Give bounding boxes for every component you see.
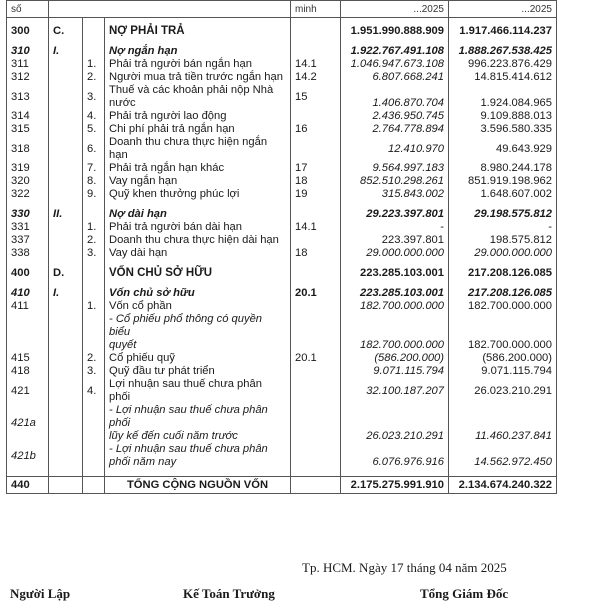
row-number: 1.	[83, 300, 105, 313]
table-row	[7, 208, 557, 221]
row-value-current: 1.951.990.888.909	[341, 25, 449, 38]
row-label: Quỹ đầu tư phát triển	[105, 365, 291, 378]
spacer-row	[7, 38, 557, 45]
header-code: số	[7, 1, 49, 18]
row-note	[291, 45, 341, 58]
row-roman	[49, 71, 83, 84]
row-code: 421	[7, 378, 49, 404]
row-note	[291, 267, 341, 280]
row-code: 313	[7, 84, 49, 110]
spacer-row	[7, 201, 557, 208]
row-roman	[49, 175, 83, 188]
spacer-row	[7, 18, 557, 26]
row-note	[291, 443, 341, 469]
row-label-line2: phối năm nay	[109, 456, 177, 468]
row-code: 400	[7, 267, 49, 280]
row-number	[83, 25, 105, 38]
row-code: 312	[7, 71, 49, 84]
table-row	[7, 123, 557, 136]
row-code: 337	[7, 234, 49, 247]
row-note	[291, 300, 341, 313]
row-note: 18	[291, 175, 341, 188]
spacer-row	[7, 469, 557, 477]
table-row	[7, 221, 557, 234]
row-value-previous: 11.460.237.841	[449, 404, 557, 443]
row-roman	[49, 110, 83, 123]
row-number	[83, 287, 105, 300]
row-label-line1: - Cổ phiếu phổ thông có quyền biểu	[109, 313, 263, 338]
table-row	[7, 287, 557, 300]
row-label: Cổ phiếu quỹ	[105, 352, 291, 365]
row-value-current: -	[341, 221, 449, 234]
row-value-current: 32.100.187.207	[341, 378, 449, 404]
row-value-current: 6.076.976.916	[341, 443, 449, 469]
row-value-current: 223.285.103.001	[341, 287, 449, 300]
row-value-current: 26.023.210.291	[341, 404, 449, 443]
total-row	[7, 477, 557, 494]
row-value-previous: 851.919.198.962	[449, 175, 557, 188]
row-value-previous: (586.200.000)	[449, 352, 557, 365]
table-row	[7, 110, 557, 123]
row-value-current: 315.843.002	[341, 188, 449, 201]
table-row	[7, 352, 557, 365]
row-code: 411	[7, 300, 49, 313]
row-code: 331	[7, 221, 49, 234]
row-note	[291, 234, 341, 247]
row-note	[291, 477, 341, 494]
table-row	[7, 300, 557, 313]
row-roman	[49, 365, 83, 378]
row-number: 2.	[83, 71, 105, 84]
row-note: 18	[291, 247, 341, 260]
row-roman	[49, 313, 83, 352]
row-label	[105, 313, 291, 352]
row-value-previous: 14.815.414.612	[449, 71, 557, 84]
row-label-line1: - Lợi nhuận sau thuế chưa phân phối	[109, 404, 268, 429]
table-row	[7, 175, 557, 188]
row-value-previous: 1.917.466.114.237	[449, 25, 557, 38]
row-number	[83, 443, 105, 469]
row-value-current: 1.406.870.704	[341, 84, 449, 110]
table-row	[7, 247, 557, 260]
row-code: 314	[7, 110, 49, 123]
row-roman	[49, 221, 83, 234]
row-code: 322	[7, 188, 49, 201]
row-number	[83, 477, 105, 494]
row-number: 9.	[83, 188, 105, 201]
row-value-previous: 996.223.876.429	[449, 58, 557, 71]
table-row	[7, 234, 557, 247]
row-roman	[49, 247, 83, 260]
row-roman	[49, 162, 83, 175]
row-note	[291, 136, 341, 162]
signature-director: Tổng Giám Đốc	[420, 586, 509, 601]
signature-preparer: Người Lập	[10, 586, 71, 601]
row-label: Chi phí phải trả ngắn hạn	[105, 123, 291, 136]
row-value-previous: 2.134.674.240.322	[449, 477, 557, 494]
row-code: 319	[7, 162, 49, 175]
row-number: 1.	[83, 58, 105, 71]
row-value-previous: 182.700.000.000	[449, 313, 557, 352]
row-label: Quỹ khen thưởng phúc lợi	[105, 188, 291, 201]
row-label-line1: - Lợi nhuận sau thuế chưa phân	[109, 443, 268, 455]
row-value-previous: 8.980.244.178	[449, 162, 557, 175]
row-note: 14.1	[291, 58, 341, 71]
row-code: 415	[7, 352, 49, 365]
row-label: Vốn cổ phần	[105, 300, 291, 313]
row-label: Doanh thu chưa thực hiện ngắn hạn	[105, 136, 291, 162]
row-label: Lợi nhuận sau thuế chưa phân phối	[105, 378, 291, 404]
row-value-previous: 182.700.000.000	[449, 300, 557, 313]
row-value-current: 1.922.767.491.108	[341, 45, 449, 58]
row-code: 315	[7, 123, 49, 136]
row-number: 4.	[83, 110, 105, 123]
row-value-previous: 49.643.929	[449, 136, 557, 162]
row-value-current: 852.510.298.261	[341, 175, 449, 188]
row-roman	[49, 136, 83, 162]
row-note: 14.1	[291, 221, 341, 234]
row-value-previous: 217.208.126.085	[449, 267, 557, 280]
row-label: TỔNG CỘNG NGUỒN VỐN	[105, 477, 291, 494]
row-value-previous: 217.208.126.085	[449, 287, 557, 300]
header-blank	[49, 1, 291, 18]
row-code: 410	[7, 287, 49, 300]
row-number: 6.	[83, 136, 105, 162]
row-roman	[49, 378, 83, 404]
row-value-current: 29.223.397.801	[341, 208, 449, 221]
signature-chief-accountant: Kế Toán Trưởng	[183, 586, 275, 601]
row-note: 15	[291, 84, 341, 110]
row-number: 1.	[83, 221, 105, 234]
row-number: 4.	[83, 378, 105, 404]
row-label	[105, 84, 291, 110]
table-row	[7, 71, 557, 84]
row-roman	[49, 404, 83, 443]
row-note	[291, 378, 341, 404]
row-number: 2.	[83, 352, 105, 365]
row-note	[291, 404, 341, 443]
row-code: 330	[7, 208, 49, 221]
row-value-current: 12.410.970	[341, 136, 449, 162]
header-col2: ...2025	[449, 1, 557, 18]
table-row	[7, 267, 557, 280]
row-value-previous: 198.575.812	[449, 234, 557, 247]
row-number	[83, 208, 105, 221]
row-value-previous: 9.109.888.013	[449, 110, 557, 123]
row-code: 300	[7, 25, 49, 38]
row-roman	[49, 234, 83, 247]
table-row	[7, 162, 557, 175]
row-value-current: 182.700.000.000	[341, 300, 449, 313]
liabilities-equity-table	[6, 0, 557, 494]
row-label: Vay dài hạn	[105, 247, 291, 260]
table-row	[7, 136, 557, 162]
table-row	[7, 378, 557, 404]
place-date: Tp. HCM. Ngày 17 tháng 04 năm 2025	[302, 560, 507, 575]
row-roman	[49, 188, 83, 201]
table-row	[7, 25, 557, 38]
row-label-line2: nước	[109, 97, 136, 109]
row-label: Nợ ngắn hạn	[105, 45, 291, 58]
row-value-previous: 1.648.607.002	[449, 188, 557, 201]
row-value-current: 9.564.997.183	[341, 162, 449, 175]
row-value-previous: 29.198.575.812	[449, 208, 557, 221]
row-note	[291, 208, 341, 221]
row-number	[83, 404, 105, 443]
row-roman	[49, 123, 83, 136]
row-code: 320	[7, 175, 49, 188]
row-label: Doanh thu chưa thực hiện dài hạn	[105, 234, 291, 247]
row-label-line2: quyết	[109, 339, 137, 351]
row-roman	[49, 84, 83, 110]
row-label: Phải trả người bán dài hạn	[105, 221, 291, 234]
row-value-previous: 9.071.115.794	[449, 365, 557, 378]
row-roman: II.	[49, 208, 83, 221]
header-note: minh	[291, 1, 341, 18]
row-label: Phải trả người bán ngắn hạn	[105, 58, 291, 71]
row-note	[291, 110, 341, 123]
row-number: 3.	[83, 247, 105, 260]
row-code: 418	[7, 365, 49, 378]
row-label-line2: lũy kế đến cuối năm trước	[109, 430, 238, 442]
row-label-line1: Thuế và các khoản phải nộp Nhà	[109, 84, 274, 96]
row-value-previous: 29.000.000.000	[449, 247, 557, 260]
row-roman	[49, 352, 83, 365]
row-roman: C.	[49, 25, 83, 38]
row-number	[83, 45, 105, 58]
row-roman	[49, 300, 83, 313]
row-value-current: 29.000.000.000	[341, 247, 449, 260]
row-roman: D.	[49, 267, 83, 280]
table-row	[7, 404, 557, 443]
row-note: 20.1	[291, 352, 341, 365]
row-note: 16	[291, 123, 341, 136]
table-row	[7, 443, 557, 469]
row-label: Phải trả người lao động	[105, 110, 291, 123]
row-number	[83, 267, 105, 280]
row-value-current: 6.807.668.241	[341, 71, 449, 84]
table-header-row	[7, 1, 557, 18]
spacer-row	[7, 280, 557, 287]
row-value-current: 182.700.000.000	[341, 313, 449, 352]
row-note	[291, 313, 341, 352]
header-col1: ...2025	[341, 1, 449, 18]
row-number: 7.	[83, 162, 105, 175]
row-number: 3.	[83, 365, 105, 378]
row-note	[291, 365, 341, 378]
row-value-current: 1.046.947.673.108	[341, 58, 449, 71]
row-label: Người mua trả tiền trước ngắn hạn	[105, 71, 291, 84]
row-label: Nợ dài hạn	[105, 208, 291, 221]
row-code	[7, 313, 49, 352]
row-roman: I.	[49, 45, 83, 58]
row-value-current: 2.175.275.991.910	[341, 477, 449, 494]
row-value-previous: 14.562.972.450	[449, 443, 557, 469]
row-note: 14.2	[291, 71, 341, 84]
row-value-current: 2.436.950.745	[341, 110, 449, 123]
row-label: Vay ngắn hạn	[105, 175, 291, 188]
row-label: NỢ PHẢI TRẢ	[105, 25, 291, 38]
spacer-row	[7, 260, 557, 267]
row-value-previous: 26.023.210.291	[449, 378, 557, 404]
row-code: 421a	[7, 404, 49, 443]
row-roman	[49, 58, 83, 71]
row-note	[291, 25, 341, 38]
row-number: 3.	[83, 84, 105, 110]
row-label: Vốn chủ sở hữu	[105, 287, 291, 300]
row-value-previous: -	[449, 221, 557, 234]
table-row	[7, 365, 557, 378]
row-label	[105, 404, 291, 443]
row-code: 311	[7, 58, 49, 71]
row-value-current: (586.200.000)	[341, 352, 449, 365]
row-value-current: 9.071.115.794	[341, 365, 449, 378]
row-code: 440	[7, 477, 49, 494]
row-number	[83, 313, 105, 352]
row-value-current: 2.764.778.894	[341, 123, 449, 136]
row-code: 421b	[7, 443, 49, 469]
row-note: 20.1	[291, 287, 341, 300]
row-note: 19	[291, 188, 341, 201]
row-note: 17	[291, 162, 341, 175]
row-roman: I.	[49, 287, 83, 300]
row-value-current: 223.285.103.001	[341, 267, 449, 280]
row-number: 8.	[83, 175, 105, 188]
table-row	[7, 45, 557, 58]
row-label: Phải trả ngắn hạn khác	[105, 162, 291, 175]
row-number: 2.	[83, 234, 105, 247]
row-label: VỐN CHỦ SỞ HỮU	[105, 267, 291, 280]
balance-sheet	[6, 0, 556, 600]
table-row	[7, 58, 557, 71]
row-code: 338	[7, 247, 49, 260]
row-label	[105, 443, 291, 469]
row-number: 5.	[83, 123, 105, 136]
row-roman	[49, 443, 83, 469]
table-row	[7, 188, 557, 201]
row-code: 310	[7, 45, 49, 58]
row-code: 318	[7, 136, 49, 162]
row-roman	[49, 477, 83, 494]
table-row	[7, 313, 557, 352]
row-value-previous: 1.888.267.538.425	[449, 45, 557, 58]
row-value-previous: 3.596.580.335	[449, 123, 557, 136]
row-value-current: 223.397.801	[341, 234, 449, 247]
row-value-previous: 1.924.084.965	[449, 84, 557, 110]
table-row	[7, 84, 557, 110]
